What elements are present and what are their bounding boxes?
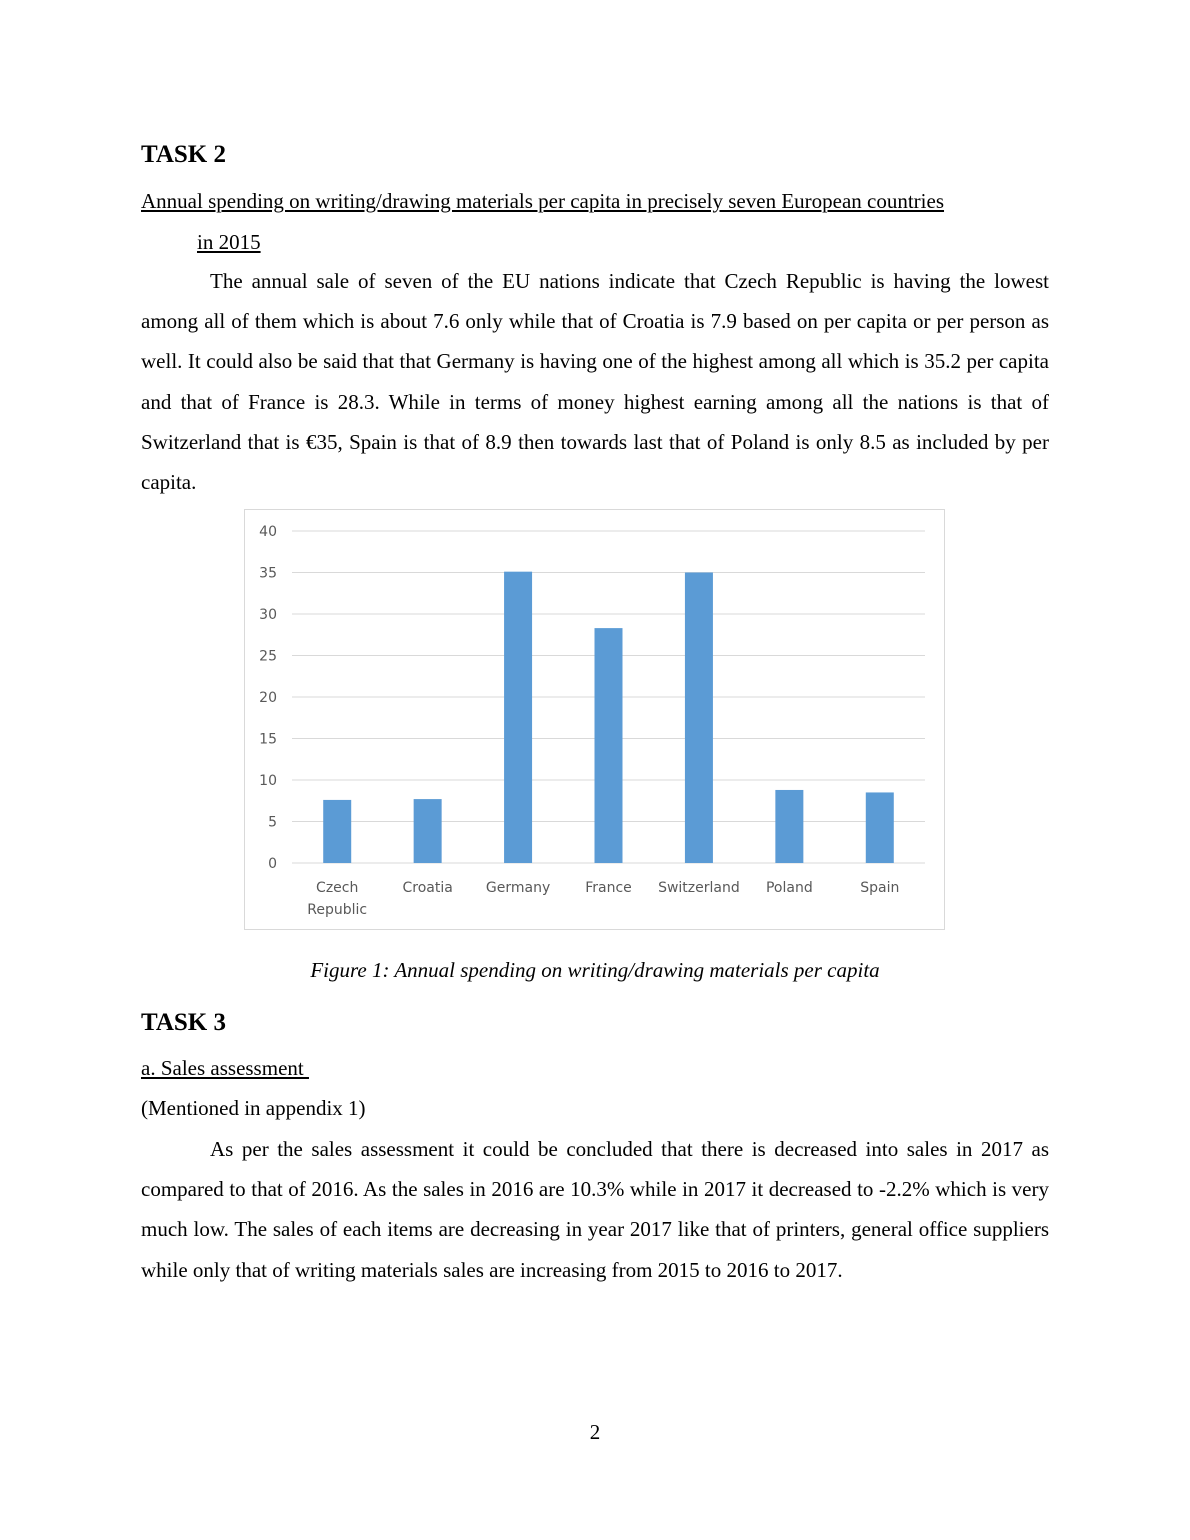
bar-chart: [245, 510, 944, 929]
task3-heading: TASK 3: [141, 1009, 226, 1036]
bar-croatia: [414, 799, 442, 863]
y-tick-label: 10: [259, 773, 277, 789]
x-tick-label: Spain: [860, 880, 900, 896]
y-tick-label: 40: [259, 524, 277, 540]
appendix-note: (Mentioned in appendix 1): [141, 1096, 366, 1120]
x-tick-label: Republic: [307, 902, 368, 918]
x-tick-label: France: [585, 880, 632, 896]
section-a-title: a. Sales assessment: [141, 1056, 309, 1080]
y-tick-label: 0: [268, 856, 277, 872]
y-tick-label: 30: [259, 607, 277, 623]
y-tick-label: 15: [259, 731, 277, 748]
bar-germany: [504, 572, 532, 863]
y-tick-label: 20: [259, 690, 277, 706]
y-tick-label: 25: [259, 648, 277, 665]
x-tick-label: Czech: [316, 880, 359, 896]
page-number: 2: [589, 1420, 601, 1444]
bar-czech-republic: [323, 800, 351, 863]
x-tick-label: Poland: [765, 880, 813, 896]
task2-paragraph: The annual sale of seven of the EU nations indicate that Czech Republic is having the lowest among all of them which is about 7.6 only while that of Croatia is 7.9 based on per capita or per person as well. It could also be said that that Germany is having one of the highest among all which is 35.2 per capita and that of France is 28.3. While in terms of money highest earning among all the nations is that of Switzerland that is €35, Spain is that of 8.9 then towards last that of Poland is only 8.5 as included by per capita.: [141, 269, 1049, 495]
bar-poland: [775, 790, 803, 863]
x-tick-label: Switzerland: [658, 880, 740, 896]
bar-switzerland: [685, 573, 713, 864]
bar-chart-frame: [244, 509, 945, 930]
y-tick-label: 5: [268, 814, 277, 831]
x-tick-label: Germany: [485, 880, 551, 896]
y-tick-label: 35: [259, 565, 277, 582]
task2-subtitle: [141, 181, 1049, 262]
bar-spain: [866, 792, 894, 863]
bar-france: [595, 628, 623, 863]
figure-caption: Figure 1: Annual spending on writing/drawing materials per capita: [310, 958, 880, 982]
task2-heading: TASK 2: [141, 141, 226, 168]
task3-paragraph: As per the sales assessment it could be concluded that there is decreased into sales in 2017 as compared to that of 2016. As the sales in 2016 are 10.3% while in 2017 it decreased to -2.2% which is very much low. The sales of each items are decreasing in year 2017 like that of printers, general office suppliers while only that of writing materials sales are increasing from 2015 to 2016 to 2017.: [141, 1137, 1049, 1282]
task2-subtitle-line2: in 2015: [197, 229, 261, 254]
task2-subtitle-line1: Annual spending on writing/drawing materials per capita in precisely seven European countries: [141, 189, 945, 213]
x-tick-label: Croatia: [402, 880, 453, 896]
